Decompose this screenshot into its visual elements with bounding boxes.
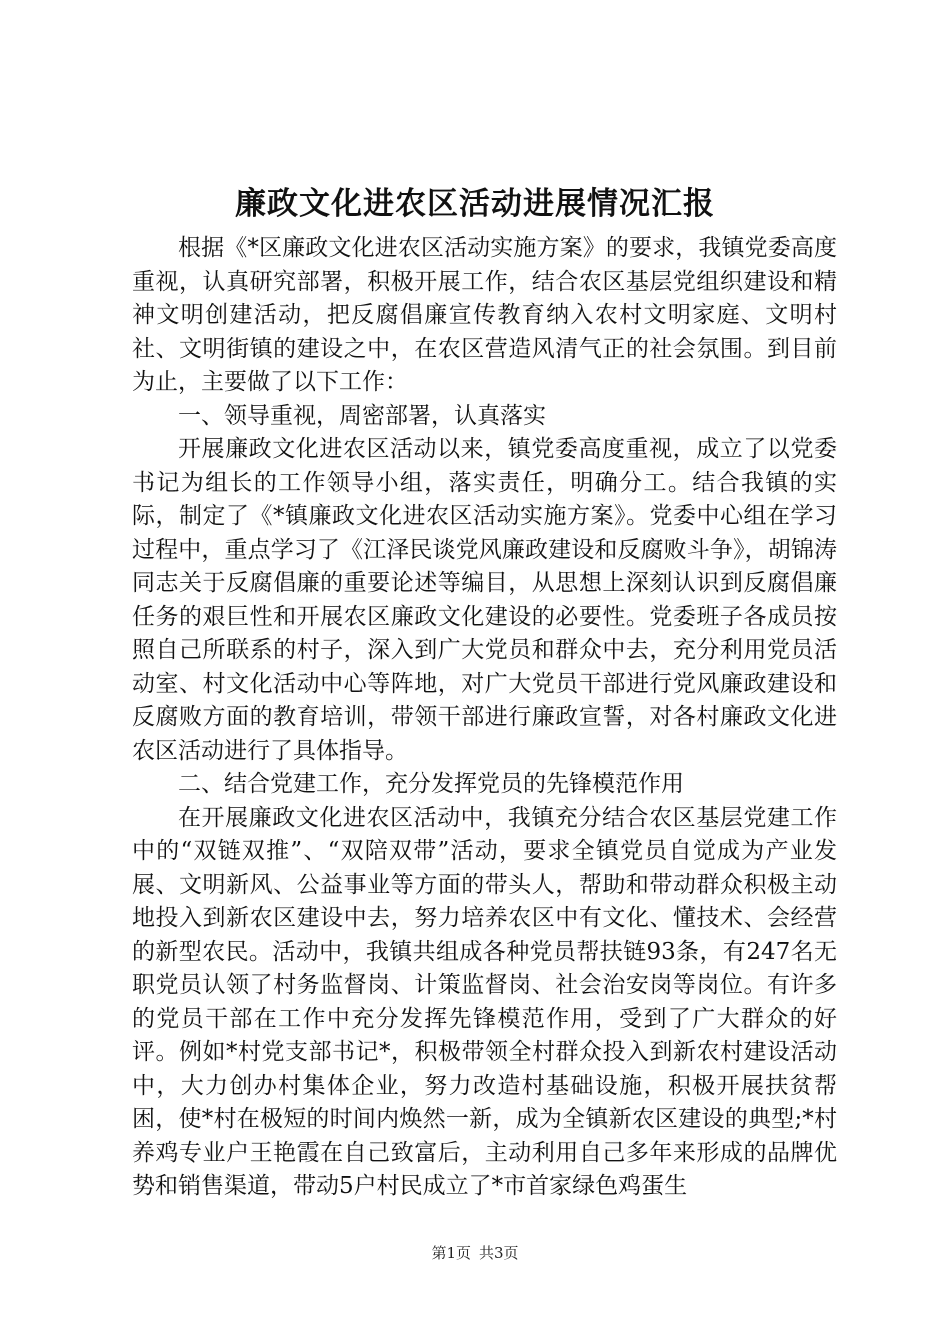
section-2-paragraph: 在开展廉政文化进农区活动中，我镇充分结合农区基层党建工作中的“双链双推”、“双陪双带”活动，要求全镇党员自觉成为产业发展、文明新风、公益事业等方面的带头人，帮助和带动群众积极主动地投入到新农区建设中去，努力培养农区中有文化、懂技术、会经营的新型农民。活动中，我镇共组成各种党员帮扶链93条，有247名无职党员认领了村务监督岗、计策监督岗、社会治安岗等岗位。有许多的党员干部在工作中充分发挥先锋模范作用，受到了广大群众的好评。例如*村党支部书记*，积极带领全村群众投入到新农村建设活动中，大力创办村集体企业，努力改造村基础设施，积极开展扶贫帮困，使*村在极短的时间内焕然一新，成为全镇新农区建设的典型;*村养鸡专业户王艳霞在自己致富后，主动利用自己多年来形成的品牌优势和销售渠道，带动5户村民成立了*市首家绿色鸡蛋生	[132, 804, 837, 1199]
page-number: 第1页	[431, 1244, 471, 1262]
page-footer	[0, 1243, 950, 1263]
section-heading-1: 一、领导重视，周密部署，认真落实	[178, 402, 546, 429]
section-heading-2: 二、结合党建工作，充分发挥党员的先锋模范作用	[178, 771, 684, 797]
section-1-paragraph: 开展廉政文化进农区活动以来，镇党委高度重视，成立了以党委书记为组长的工作领导小组，落实责任，明确分工。结合我镇的实际，制定了《*镇廉政文化进农区活动实施方案》。党委中心组在学习过程中，重点学习了《江泽民谈党风廉政建设和反腐败斗争》，胡锦涛同志关于反腐倡廉的重要论述等编目，从思想上深刻认识到反腐倡廉任务的艰巨性和开展农区廉政文化建设的必要性。党委班子各成员按照自己所联系的村子，深入到广大党员和群众中去，充分利用党员活动室、村文化活动中心等阵地，对广大党员干部进行党风廉政建设和反腐败方面的教育培训，带领干部进行廉政宣誓，对各村廉政文化进农区活动进行了具体指导。	[132, 436, 837, 764]
document-title: 廉政文化进农区活动进展情况汇报	[235, 186, 715, 222]
page-total: 共3页	[479, 1244, 519, 1262]
intro-paragraph: 根据《*区廉政文化进农区活动实施方案》的要求，我镇党委高度重视，认真研究部署，积极开展工作，结合农区基层党组织建设和精神文明创建活动，把反腐倡廉宣传教育纳入农村文明家庭、文明村社、文明街镇的建设之中，在农区营造风清气正的社会氛围。到目前为止，主要做了以下工作：	[132, 235, 837, 395]
document-body	[132, 232, 837, 1204]
